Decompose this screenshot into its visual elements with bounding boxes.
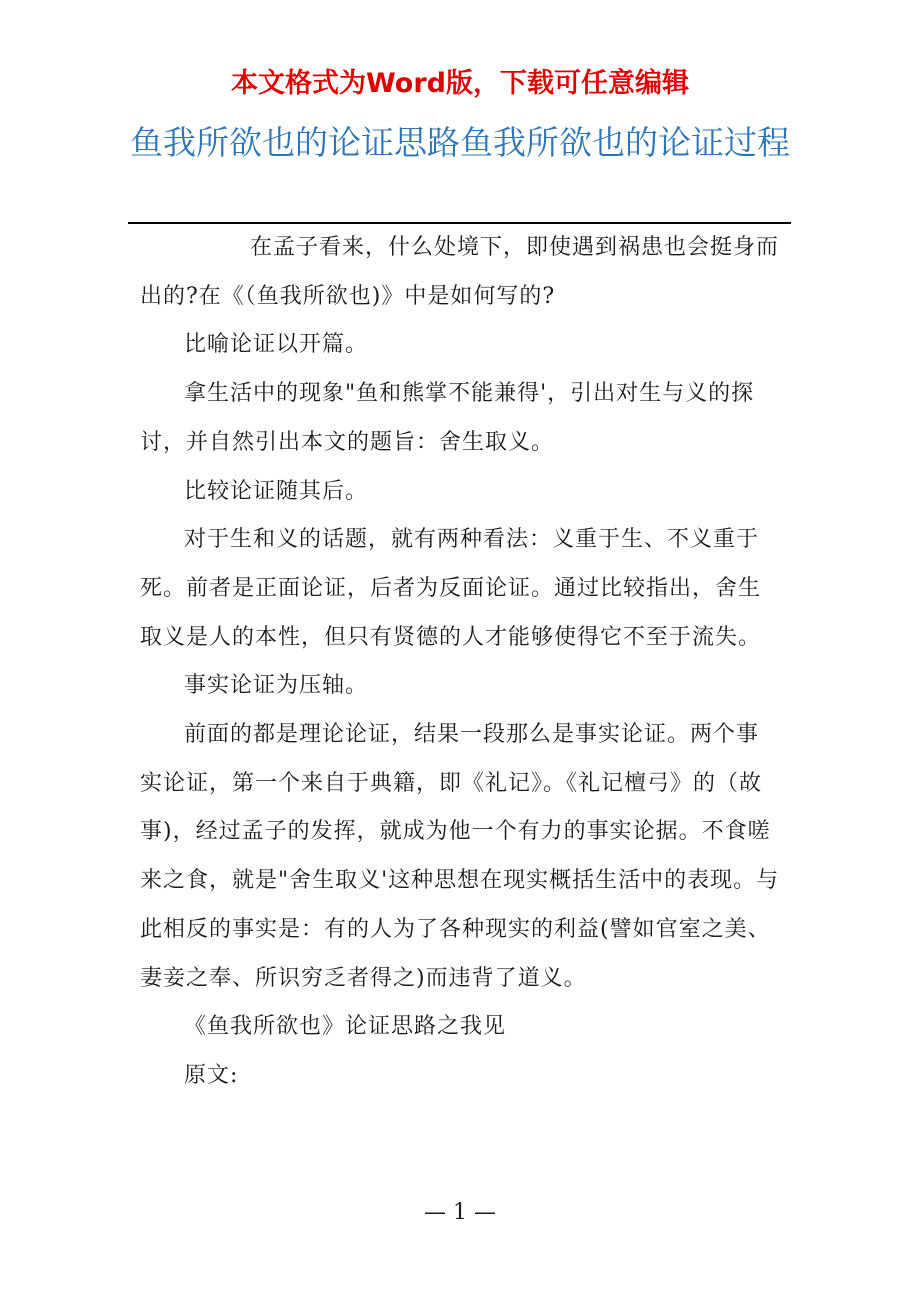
page-number: — 1 — (424, 1200, 496, 1225)
paragraph-heading-fact: 事实论证为压轴。 (184, 673, 369, 699)
document-title: 鱼我所欲也的论证思路鱼我所欲也的论证过程 (130, 123, 790, 162)
paragraph-section-title: 《鱼我所欲也》论证思路之我见 (184, 1014, 507, 1040)
paragraph-original-text-label: 原文: (184, 1062, 239, 1088)
format-notice-banner: 本文格式为Word版，下载可任意编辑 (230, 68, 689, 99)
paragraph-intro: 在孟子看来，什么处境下，即使遇到祸患也会挺身而出的?在《（鱼我所欲也)》中是如何写的? (140, 235, 780, 309)
paragraph-heading-comparison: 比较论证随其后。 (184, 478, 369, 504)
paragraph-fact: 前面的都是理论论证，结果一段那么是事实论证。两个事实论证，第一个来自于典籍，即《礼记》。《礼记檀弓》的（故事)，经过孟子的发挥，就成为他一个有力的事实论据。不食嗟来之食，就是"舍生取义'这种思想在现实概括生活中的表现。与此相反的事实是：有的人为了各种现实的利益(譬如官室之美、妻妾之奉、所识穷乏者得之)而违背了道义。 (140, 722, 780, 991)
paragraph-metaphor: 拿生活中的现象"鱼和熊掌不能兼得'，引出对生与义的探讨，并自然引出本文的题旨：舍生取义。 (140, 381, 755, 455)
document-body (140, 224, 780, 1101)
paragraph-heading-metaphor: 比喻论证以开篇。 (184, 332, 369, 358)
paragraph-comparison: 对于生和义的话题，就有两种看法：义重于生、不义重于死。前者是正面论证，后者为反面论证。通过比较指出，舍生取义是人的本性，但只有贤德的人才能够使得它不至于流失。 (140, 527, 762, 650)
